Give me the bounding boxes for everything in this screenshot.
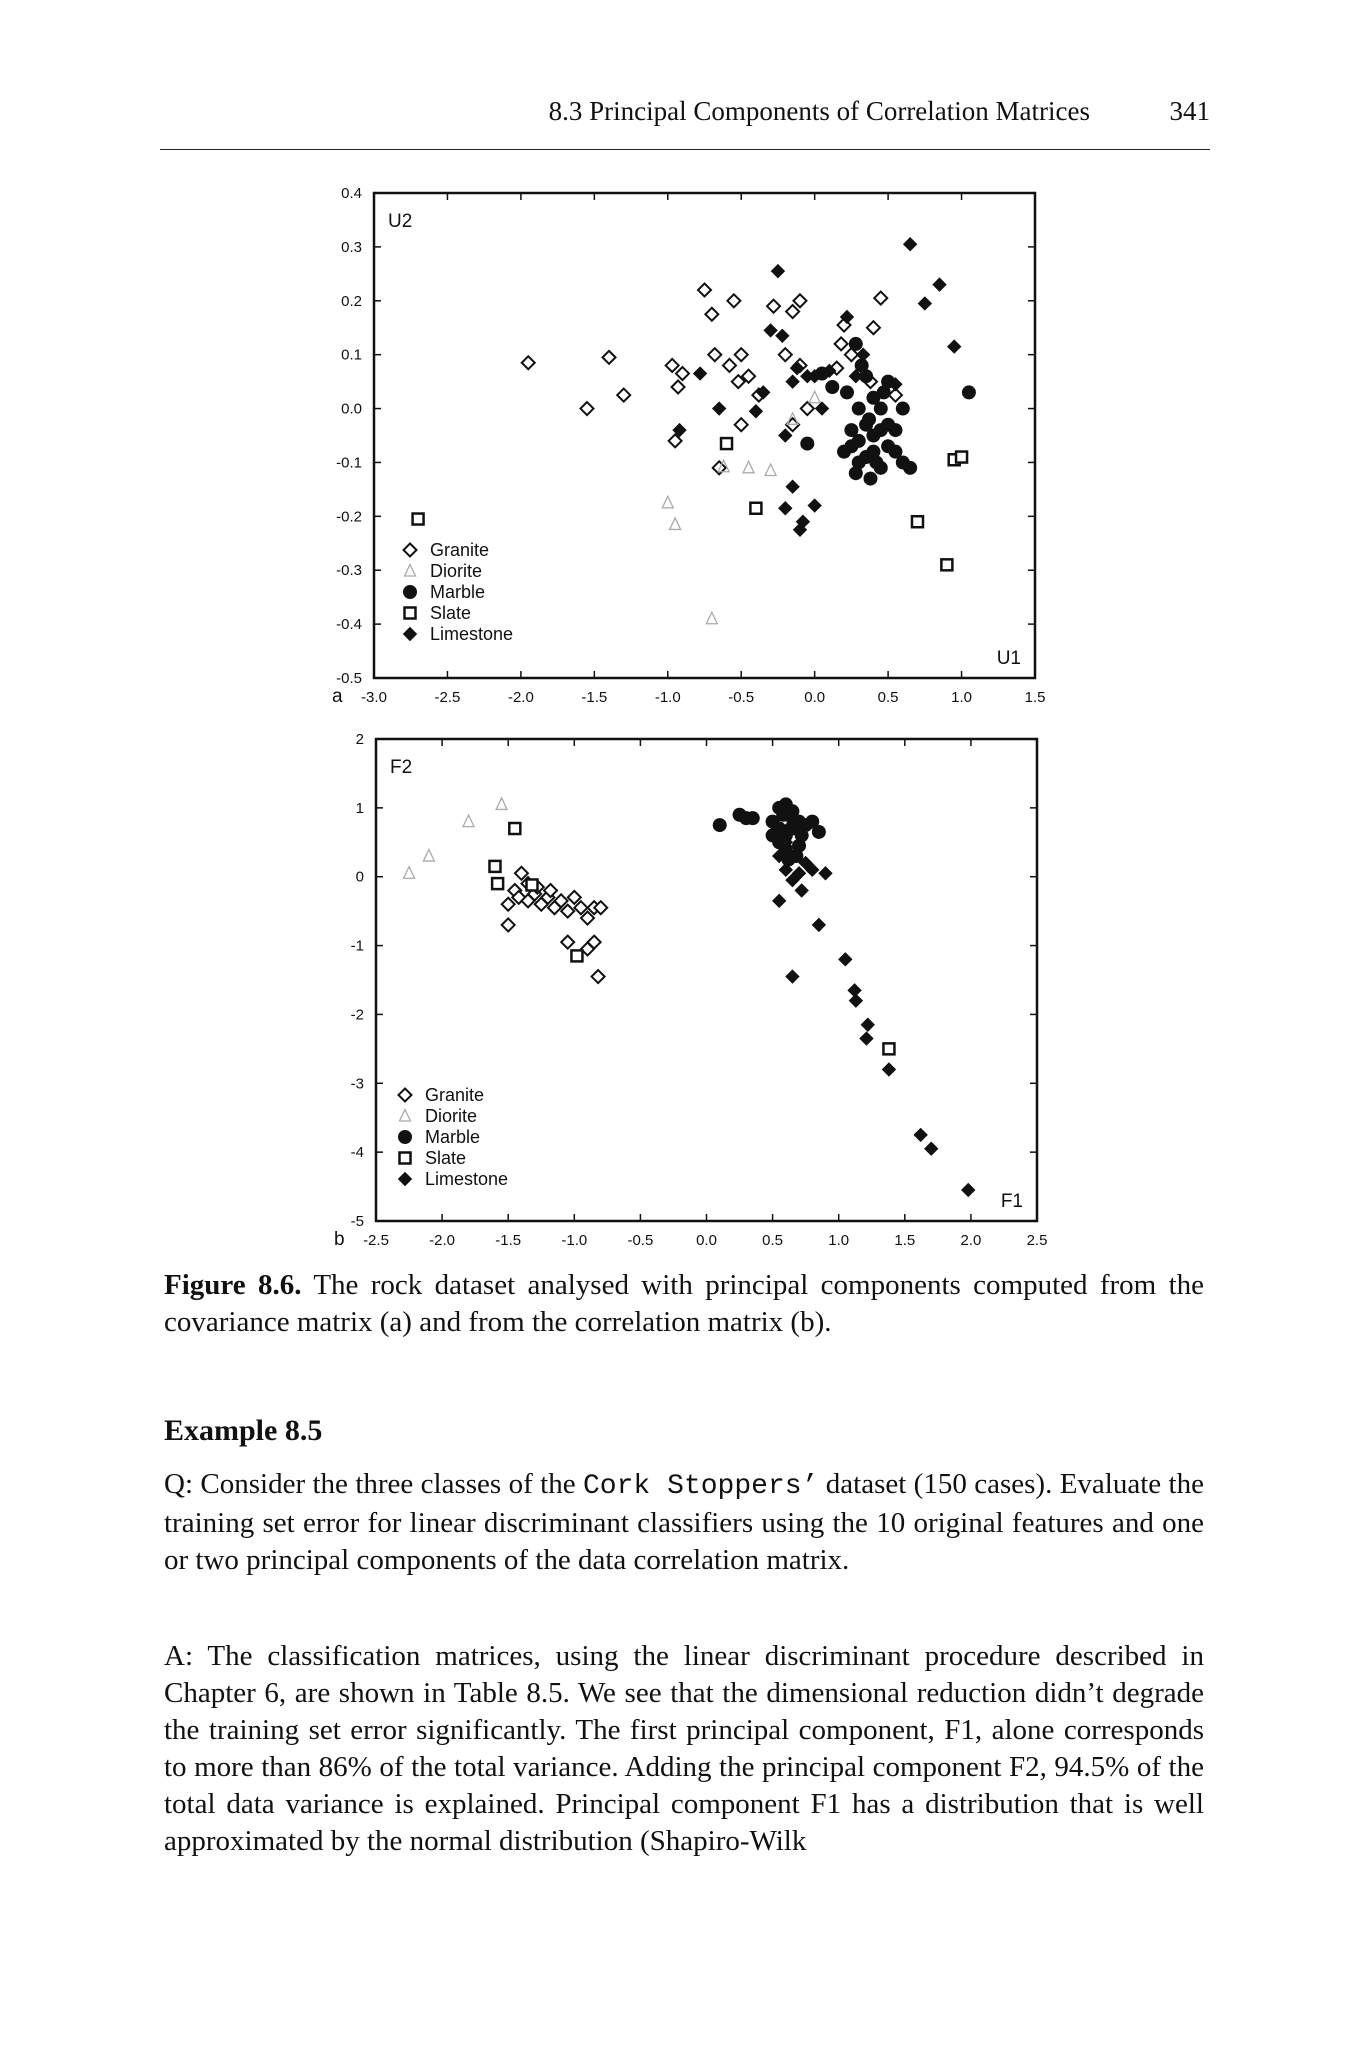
legend-label: Granite <box>425 1085 485 1105</box>
data-point-diorite <box>809 391 820 403</box>
panel-label: b <box>334 1229 345 1250</box>
data-point-granite <box>561 936 574 949</box>
data-point-granite <box>705 308 718 321</box>
data-point-granite <box>698 284 711 297</box>
legend-label: Slate <box>425 1148 467 1168</box>
y-tick-label: -0.4 <box>336 616 362 634</box>
y-tick-label: 0 <box>355 868 364 886</box>
question-paragraph <box>164 1466 1204 1579</box>
x-tick-label: -1.0 <box>654 689 681 706</box>
question-text-before: Q: Consider the three classes of the <box>164 1468 583 1500</box>
running-title: 8.3 Principal Components of Correlation Matrices <box>548 96 1090 126</box>
legend-label: Granite <box>430 540 490 560</box>
y-tick-label: -4 <box>350 1144 364 1162</box>
data-point-limestone <box>925 1142 938 1155</box>
x-tick-label: 0.0 <box>804 689 826 706</box>
data-point-limestone <box>776 329 789 342</box>
data-point-granite <box>874 292 887 305</box>
page-number: 341 <box>1169 96 1210 126</box>
y-tick-label: -1 <box>350 937 364 955</box>
legend-marker-diorite <box>405 565 416 577</box>
y-tick-label: -5 <box>350 1213 364 1230</box>
data-point-marble <box>844 439 858 453</box>
data-point-granite <box>801 402 814 415</box>
data-point-marble <box>888 423 902 437</box>
legend-marker-slate <box>405 608 416 619</box>
x-tick-label: 0.5 <box>762 1232 784 1249</box>
data-point-limestone <box>962 1184 975 1197</box>
data-point-limestone <box>816 402 829 415</box>
data-point-diorite <box>706 612 717 624</box>
x-tick-label: 0.5 <box>877 689 899 706</box>
data-point-granite <box>502 898 515 911</box>
dataset-name: Cork Stoppers’ <box>582 1471 819 1502</box>
data-point-marble <box>874 423 888 437</box>
data-point-granite <box>735 348 748 361</box>
data-point-slate <box>509 823 520 834</box>
y-tick-label: 0.2 <box>341 292 362 310</box>
y-tick-label: -0.2 <box>336 508 362 526</box>
x-tick-label: 2.0 <box>960 1232 982 1249</box>
y-axis-label: U2 <box>388 211 413 232</box>
x-tick-label: 1.0 <box>828 1232 850 1249</box>
data-point-granite <box>793 294 806 307</box>
scatter-plot-b <box>0 725 1350 1255</box>
data-point-marble <box>849 337 863 351</box>
legend-marker-limestone <box>399 1173 412 1186</box>
data-point-marble <box>903 461 917 475</box>
data-point-slate <box>912 516 923 527</box>
legend-label: Marble <box>425 1127 481 1147</box>
figure-caption <box>164 1267 1204 1341</box>
data-point-marble <box>766 828 780 842</box>
y-tick-label: 1 <box>355 799 364 817</box>
data-point-granite <box>676 367 689 380</box>
data-point-granite <box>592 970 605 983</box>
data-point-diorite <box>743 461 754 473</box>
legend-marker-slate <box>400 1153 411 1164</box>
data-point-granite <box>786 305 799 318</box>
data-point-slate <box>571 950 582 961</box>
legend-label: Limestone <box>425 1169 509 1189</box>
legend-label: Limestone <box>430 624 514 644</box>
data-point-marble <box>713 818 727 832</box>
data-point-limestone <box>779 429 792 442</box>
data-point-granite <box>735 418 748 431</box>
x-tick-label: -2.0 <box>507 689 534 706</box>
data-point-marble <box>877 385 891 399</box>
data-point-limestone <box>795 884 808 897</box>
x-tick-label: -0.5 <box>728 689 755 706</box>
data-point-marble <box>849 466 863 480</box>
data-point-limestone <box>808 499 821 512</box>
data-point-diorite <box>662 496 673 508</box>
x-tick-label: -1.5 <box>495 1232 522 1249</box>
x-tick-label: -2.0 <box>429 1232 456 1249</box>
y-tick-label: 0.1 <box>341 346 362 364</box>
example-heading: Example 8.5 <box>164 1414 323 1447</box>
data-point-limestone <box>849 994 862 1007</box>
data-point-slate <box>721 438 732 449</box>
x-tick-label: 1.5 <box>1024 689 1046 706</box>
data-point-limestone <box>801 370 814 383</box>
x-axis-label: U1 <box>996 648 1021 669</box>
legend-marker-limestone <box>404 628 417 641</box>
data-point-slate <box>489 861 500 872</box>
data-point-marble <box>962 385 976 399</box>
data-point-granite <box>580 402 593 415</box>
data-point-limestone <box>786 375 799 388</box>
y-tick-label: 0.0 <box>341 400 362 418</box>
data-point-limestone <box>786 480 799 493</box>
header-rule <box>160 149 1210 150</box>
data-point-granite <box>603 351 616 364</box>
data-point-diorite <box>404 867 415 879</box>
legend-marker-marble <box>398 1130 412 1144</box>
data-point-granite <box>835 337 848 350</box>
data-point-slate <box>750 503 761 514</box>
data-point-limestone <box>882 1063 895 1076</box>
data-point-marble <box>844 423 858 437</box>
data-point-slate <box>413 514 424 525</box>
data-point-limestone <box>771 265 784 278</box>
y-tick-label: -0.5 <box>336 670 362 687</box>
data-point-slate <box>956 452 967 463</box>
data-point-limestone <box>914 1128 927 1141</box>
legend-label: Diorite <box>425 1106 478 1126</box>
y-tick-label: -3 <box>350 1075 364 1093</box>
data-point-diorite <box>423 850 434 862</box>
data-point-limestone <box>861 1018 874 1031</box>
data-point-granite <box>727 294 740 307</box>
data-point-marble <box>746 811 760 825</box>
data-point-limestone <box>786 970 799 983</box>
data-point-marble <box>795 828 809 842</box>
caption-text: The rock dataset analysed with principal components computed from the covariance matrix (a) and from the correlation matrix (b). <box>164 1269 1204 1338</box>
y-tick-label: 0.4 <box>341 185 362 202</box>
data-point-limestone <box>933 278 946 291</box>
data-point-marble <box>869 455 883 469</box>
data-point-limestone <box>948 340 961 353</box>
panel-label: a <box>332 686 343 707</box>
x-tick-label: -1.0 <box>561 1232 588 1249</box>
x-tick-label: 2.5 <box>1026 1232 1048 1249</box>
data-point-diorite <box>463 815 474 827</box>
data-point-slate <box>941 559 952 570</box>
x-tick-label: -0.5 <box>627 1232 654 1249</box>
data-point-marble <box>863 472 877 486</box>
data-point-granite <box>708 348 721 361</box>
x-tick-label: 1.5 <box>894 1232 916 1249</box>
data-point-limestone <box>860 1032 873 1045</box>
y-axis-label: F2 <box>390 757 413 778</box>
legend-marker-diorite <box>400 1110 411 1122</box>
legend-label: Slate <box>430 603 472 623</box>
data-point-limestone <box>819 867 832 880</box>
data-point-limestone <box>779 502 792 515</box>
legend-label: Diorite <box>430 561 483 581</box>
data-point-granite <box>867 321 880 334</box>
data-point-granite <box>723 359 736 372</box>
running-head <box>160 96 1210 136</box>
data-point-limestone <box>749 405 762 418</box>
data-point-diorite <box>496 798 507 810</box>
x-tick-label: 0.0 <box>696 1232 717 1249</box>
x-tick-label: -3.0 <box>361 689 387 706</box>
y-tick-label: 2 <box>355 731 364 748</box>
x-tick-label: -2.5 <box>363 1232 389 1249</box>
legend-label: Marble <box>430 582 486 602</box>
legend-marker-marble <box>403 585 417 599</box>
data-point-marble <box>840 385 854 399</box>
data-point-marble <box>825 380 839 394</box>
data-point-granite <box>502 918 515 931</box>
plot-frame <box>374 193 1035 678</box>
y-tick-label: -2 <box>350 1006 364 1024</box>
legend-marker-granite <box>399 1089 412 1102</box>
y-tick-label: 0.3 <box>341 238 362 256</box>
data-point-limestone <box>773 894 786 907</box>
data-point-limestone <box>764 324 777 337</box>
data-point-marble <box>812 825 826 839</box>
y-tick-label: -0.3 <box>336 562 362 580</box>
data-point-slate <box>492 878 503 889</box>
data-point-marble <box>776 808 790 822</box>
data-point-granite <box>617 389 630 402</box>
data-point-granite <box>779 348 792 361</box>
data-point-limestone <box>904 238 917 251</box>
data-point-limestone <box>694 367 707 380</box>
scatter-plot-a <box>0 185 1350 725</box>
data-point-granite <box>666 359 679 372</box>
data-point-granite <box>522 356 535 369</box>
data-point-granite <box>767 300 780 313</box>
question-text-after: dataset (150 cases). Evaluate the training set error for linear discriminant classifiers using the 10 original features and one or two principal components of the data correlation matrix. <box>164 1468 1204 1576</box>
data-point-limestone <box>918 297 931 310</box>
x-tick-label: 1.0 <box>951 689 972 706</box>
data-point-granite <box>672 381 685 394</box>
x-tick-label: -1.5 <box>581 689 608 706</box>
legend-marker-granite <box>404 544 417 557</box>
data-point-marble <box>852 402 866 416</box>
data-point-limestone <box>713 402 726 415</box>
data-point-limestone <box>812 918 825 931</box>
x-tick-label: -2.5 <box>434 689 461 706</box>
x-axis-label: F1 <box>1000 1191 1023 1212</box>
answer-paragraph: A: The classification matrices, using the linear discriminant procedure described in Chapter 6, are shown in Table 8.5. We see that the dimensional reduction didn’t degrade the training set error significantly. The first principal component, F1, alone corresponds to more than 86% of the total variance. Adding the principal component F2, 94.5% of the total data variance is explained. Principal component F1 has a distribution that is well approximated by the normal distribution (Shapiro-Wilk <box>164 1640 1204 1857</box>
data-point-marble <box>800 437 814 451</box>
y-tick-label: -0.1 <box>336 454 362 472</box>
data-point-slate <box>883 1043 894 1054</box>
data-point-marble <box>862 412 876 426</box>
data-point-diorite <box>670 518 681 530</box>
data-point-slate <box>526 879 537 890</box>
data-point-marble <box>896 402 910 416</box>
data-point-diorite <box>765 464 776 476</box>
data-point-marble <box>874 402 888 416</box>
figure-label: Figure 8.6. <box>164 1269 302 1301</box>
data-point-limestone <box>839 953 852 966</box>
